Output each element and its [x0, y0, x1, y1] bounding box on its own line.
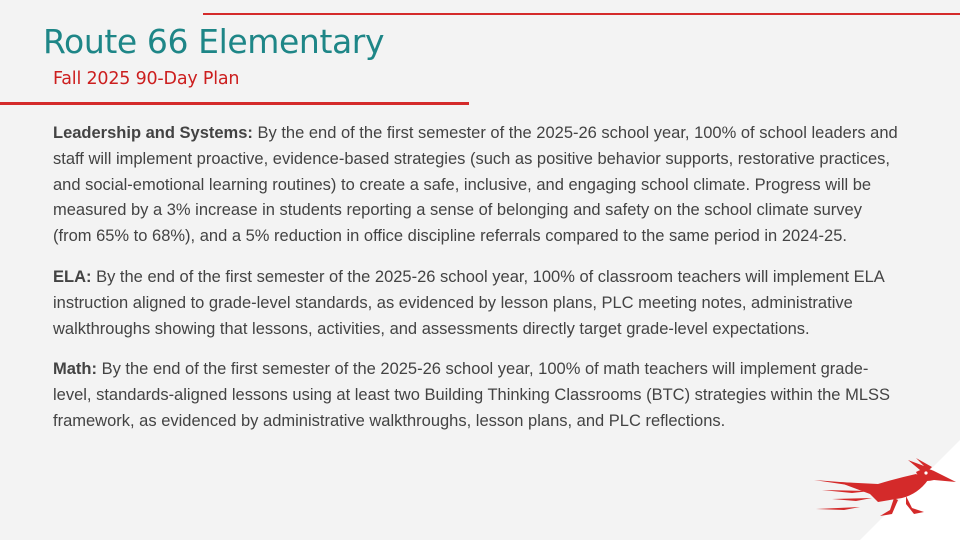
page-title: Route 66 Elementary	[43, 22, 385, 61]
goal-text: By the end of the first semester of the 2025-26 school year, 100% of classroom teachers will implement ELA instruction aligned to grade-level standards, as evidenced by lesson plans, PLC meeting notes, administrative walkthroughs showing that lessons, activities, and assessments directly target grade-level expectations.	[53, 267, 884, 338]
goal-leadership	[53, 121, 903, 250]
goal-ela	[53, 265, 903, 342]
goal-text: By the end of the first semester of the 2025-26 school year, 100% of school leaders and staff will implement proactive, evidence-based strategies (such as positive behavior supports, restorative practices, and social-emotional learning routines) to create a safe, inclusive, and engaging school climate. Progress will be measured by a 3% increase in students reporting a sense of belonging and safety on the school climate survey (from 65% to 68%), and a 5% reduction in office discipline referrals compared to the same period in 2024-25.	[53, 124, 898, 246]
page-subtitle: Fall 2025 90-Day Plan	[53, 69, 240, 89]
goals-section	[53, 121, 903, 450]
goal-heading: ELA:	[53, 267, 92, 286]
goal-text: By the end of the first semester of the 2025-26 school year, 100% of math teachers will implement grade-level, standards-aligned lessons using at least two Building Thinking Classrooms (BTC) strategies within the MLSS framework, as evidenced by administrative walkthroughs, lesson plans, and PLC reflections.	[53, 360, 891, 430]
header-divider-rule	[0, 102, 469, 105]
top-accent-rule	[203, 13, 960, 15]
roadrunner-icon	[808, 458, 958, 518]
goal-math	[53, 357, 903, 434]
goal-heading: Leadership and Systems:	[53, 124, 253, 142]
goal-heading: Math:	[53, 360, 97, 379]
